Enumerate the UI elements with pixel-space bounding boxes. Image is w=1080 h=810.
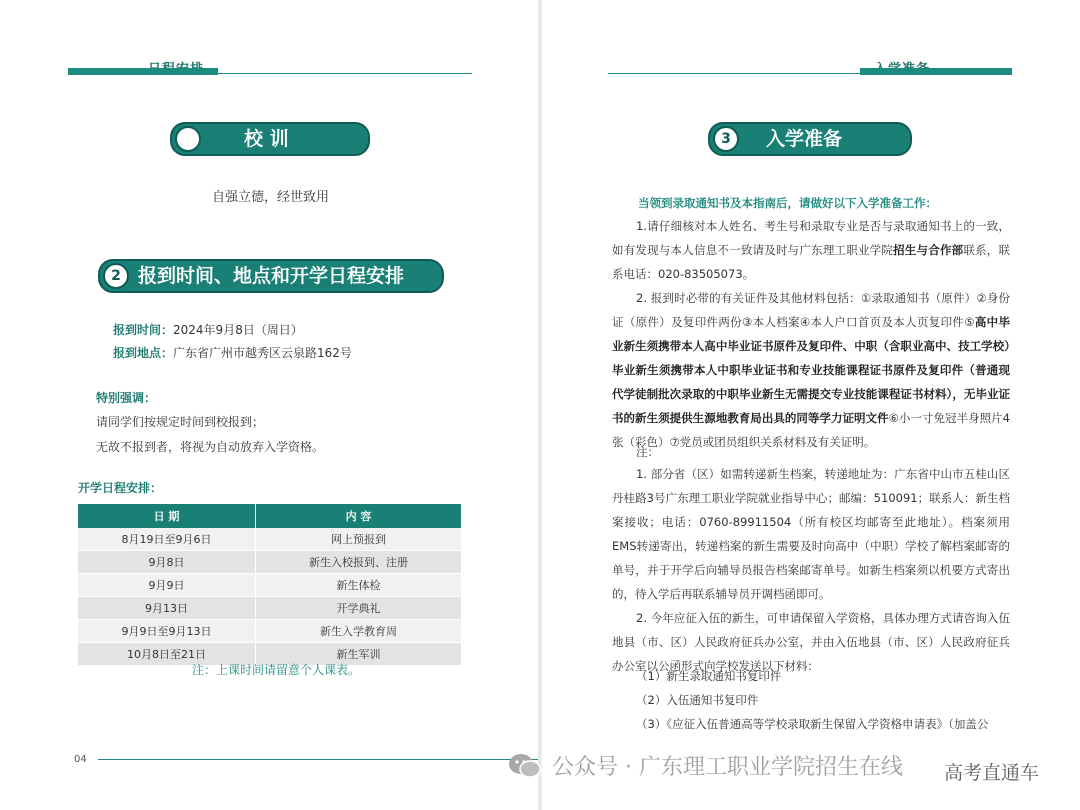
circle-icon — [175, 126, 201, 152]
table-note: 注：上课时间请留意个人课表。 — [192, 663, 361, 677]
column-header-date: 日 期 — [78, 504, 256, 528]
note-1-text: 1. 部分省（区）如需转递新生档案，转递地址为：广东省中山市五桂山区丹桂路3号广东理工职业学院就业指导中心；邮编：510091；联系人：新生档案接收；电话：0760-89911504（所有校区均邮寄至此地址）。档案须用EMS转递寄出，转递档案的新生需要及时向高中（中职）学校了解档案邮寄的单号，并于开学后向辅导员报告档案邮寄单号。如新生档案须以机要方式寄出的，待入学后再联系辅导员开调档函即可。 — [612, 467, 1010, 601]
item-1-phone: 联系，联系电话：020-83505073。 — [612, 243, 1011, 281]
cell-date: 9月13日 — [78, 597, 256, 620]
watermark-text: 公众号 · 广东理工职业学院招生在线 — [552, 755, 903, 780]
page-number: 04 — [74, 754, 87, 765]
cell-content: 网上预报到 — [256, 528, 462, 551]
section2-heading — [98, 259, 444, 293]
section3-title: 入学准备 — [766, 128, 843, 150]
motto-heading — [170, 122, 370, 156]
table-row — [78, 597, 462, 620]
table-row — [78, 528, 462, 551]
cell-date: 9月8日 — [78, 551, 256, 574]
cell-date: 9月9日 — [78, 574, 256, 597]
report-time-label: 报到时间： — [113, 323, 174, 337]
item-2-text: 2. 报到时必带的有关证件及其他材料包括：①录取通知书（原件）②身份证（原件）及复印件两份③本人档案④本人户口首页及本人页复印件⑤ — [612, 291, 1010, 329]
item-1-text: 1.请仔细核对本人姓名、考生号和录取专业是否与录取通知书上的一致，如有发现与本人信息不一致请及时与广东理工职业学院 — [612, 219, 1010, 257]
watermark-brand: 高考直通车 — [944, 762, 1040, 784]
section-number: 3 — [713, 126, 739, 152]
intro-text: 当领到录取通知书及本指南后，请做好以下入学准备工作： — [638, 196, 937, 210]
wechat-icon — [508, 752, 542, 780]
cell-content: 新生军训 — [256, 643, 462, 666]
list-item: （2）入伍通知书复印件 — [636, 693, 759, 707]
header-rule — [608, 73, 1012, 74]
cell-content: 开学典礼 — [256, 597, 462, 620]
cell-date: 9月9日至9月13日 — [78, 620, 256, 643]
footer-rule — [98, 759, 538, 760]
header-rule — [68, 73, 472, 74]
item-2-bold: 高中毕业新生须携带本人高中毕业证书原件及复印件、中职（含职业高中、技工学校）毕业新生须携带本人中职毕业证书和专业技能课程证书原件及复印件（普通现代学徒制批次录取的中职毕业新生无需提交专业技能课程证书材料），无毕业证书的新生须提供生源地教育局出具的同等学力证明文件 — [612, 315, 1010, 425]
cell-content: 新生体检 — [256, 574, 462, 597]
left-page — [0, 0, 538, 810]
section3-heading — [708, 122, 912, 156]
report-place-label: 报到地点： — [113, 346, 174, 360]
table-row — [78, 574, 462, 597]
emphasis-line: 请同学们按规定时间到校报到； — [96, 415, 265, 429]
note-1 — [612, 462, 1010, 606]
schedule-title: 开学日程安排： — [78, 481, 163, 495]
emphasis-line: 无故不报到者，将视为自动放弃入学资格。 — [96, 440, 325, 454]
item-2 — [612, 286, 1010, 454]
table-row — [78, 551, 462, 574]
list-item: （3）《应征入伍普通高等学校录取新生保留入学资格申请表》（加盖公 — [636, 717, 989, 731]
note-label: 注： — [636, 445, 659, 459]
list-item: （1）新生录取通知书复印件 — [636, 669, 782, 683]
column-header-content: 内 容 — [256, 504, 462, 528]
motto-title: 校 训 — [244, 128, 289, 150]
cell-date: 8月19日至9月6日 — [78, 528, 256, 551]
section-number: 2 — [103, 263, 129, 289]
right-page — [542, 0, 1080, 810]
emphasis-title: 特别强调： — [96, 391, 157, 405]
note-2-text: 2. 今年应征入伍的新生，可申请保留入学资格，具体办理方式请咨询入伍地县（市、区）人民政府征兵办公室，并由入伍地县（市、区）人民政府征兵办公室以公函形式向学校发送以下材料： — [612, 611, 1010, 673]
cell-content: 新生入校报到、注册 — [256, 551, 462, 574]
cell-content: 新生入学教育周 — [256, 620, 462, 643]
item-1 — [612, 214, 1010, 286]
school-motto: 自强立德，经世致用 — [212, 190, 330, 205]
report-time-value: 2024年9月8日（周日） — [173, 323, 303, 337]
section2-title: 报到时间、地点和开学日程安排 — [138, 265, 405, 287]
item-1-dept: 招生与合作部 — [893, 243, 964, 257]
table-row — [78, 620, 462, 643]
schedule-table — [78, 504, 462, 666]
report-place-value: 广东省广州市越秀区云泉路162号 — [173, 346, 352, 360]
report-time — [113, 322, 303, 338]
table-header-row — [78, 504, 462, 528]
report-place — [113, 345, 352, 361]
cell-date: 10月8日至21日 — [78, 643, 256, 666]
item-2-rest: ⑥小一寸免冠半身照片4张（彩色）⑦党员或团员组织关系材料及有关证明。 — [612, 411, 1010, 449]
